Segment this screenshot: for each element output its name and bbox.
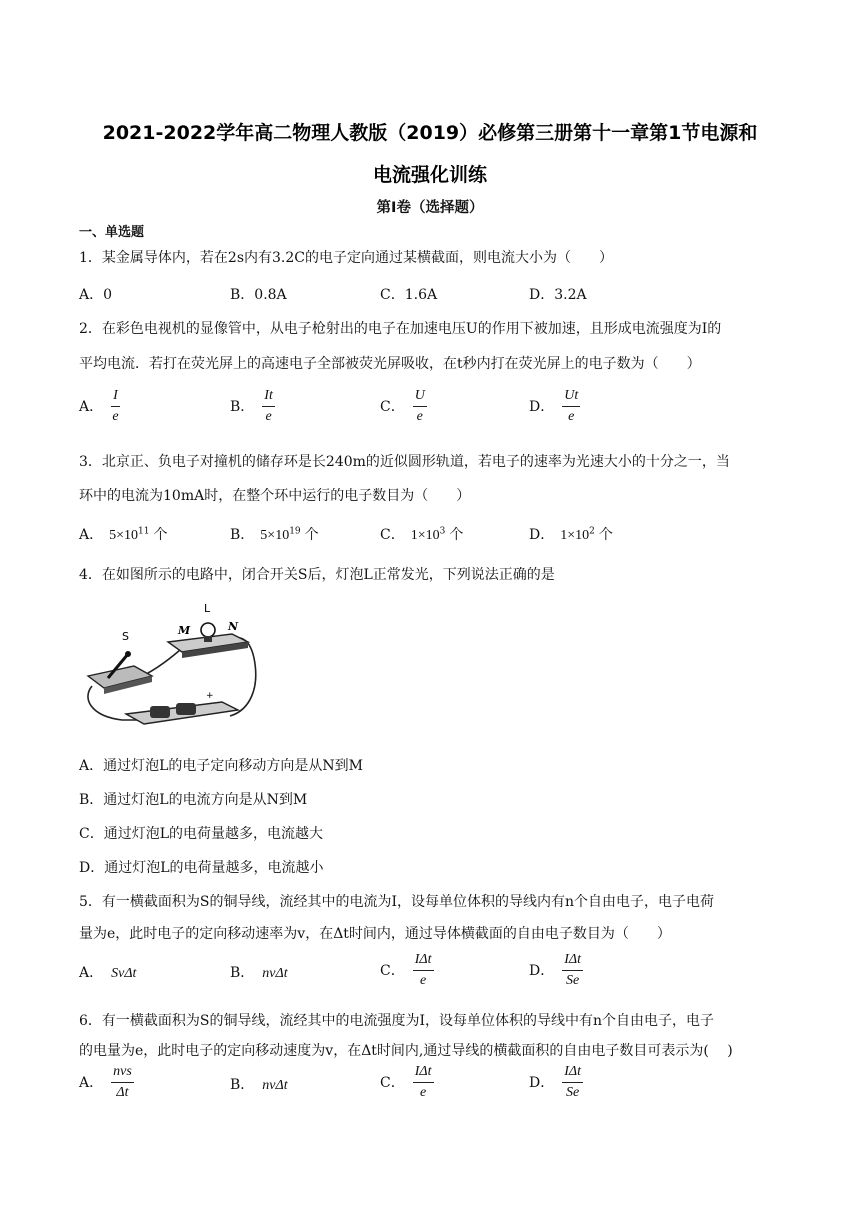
document-title-line-1: 2021-2022学年高二物理人教版（2019）必修第三册第十一章第1节电源和 [102, 122, 758, 144]
denominator: e [265, 409, 272, 424]
switch-s [88, 630, 152, 694]
question-6-option-b [230, 1074, 288, 1094]
question-6-option-d [529, 1064, 583, 1101]
unit: 个 [153, 527, 168, 543]
scientific-notation: 5×10 [109, 528, 139, 543]
document-title-line-2: 电流强化训练 [372, 164, 487, 186]
fraction [111, 388, 120, 425]
question-2-option-b [230, 388, 275, 425]
fraction [413, 388, 427, 425]
question-5-stem-line-2: 量为e，此时电子的定向移动速率为v，在Δt时间内，通过导体横截面的自由电子数目为（ ） [79, 926, 671, 942]
question-5-option-a [79, 962, 136, 982]
question-4-option-b: B．通过灯泡L的电流方向是从N到M [79, 792, 308, 808]
battery-board [126, 691, 238, 724]
question-3-stem-line-2: 环中的电流为10mA时，在整个环中运行的电子数目为（ ） [79, 488, 471, 504]
question-6-stem-line-2: 的电量为e，此时电子的定向移动速度为v，在Δt时间内,通过导线的横截面积的自由电子数目可表示为( ) [79, 1043, 733, 1059]
switch-label: S [122, 630, 129, 643]
option-label: A． [79, 527, 104, 543]
numerator: I [111, 388, 120, 407]
denominator: e [416, 409, 423, 424]
fraction [562, 1064, 583, 1101]
option-label: D． [529, 1074, 555, 1091]
numerator: U [413, 388, 427, 407]
question-6-option-a [79, 1064, 134, 1101]
numerator: IΔt [562, 1064, 583, 1083]
question-1-option-b: B．0.8A [230, 287, 287, 303]
option-label: B． [230, 527, 255, 543]
unit: 个 [598, 527, 613, 543]
bulb-icon [201, 623, 215, 637]
numerator: IΔt [562, 952, 583, 971]
denominator: Se [566, 1085, 580, 1100]
numerator: IΔt [413, 1064, 434, 1083]
option-label: D． [529, 962, 555, 979]
lamp-board [168, 602, 248, 658]
question-3-option-a [79, 524, 167, 544]
denominator: e [112, 409, 119, 424]
question-3-option-d [529, 524, 613, 544]
option-label: C． [380, 1074, 405, 1091]
volume-heading: 第Ⅰ卷（选择题） [376, 200, 484, 216]
denominator: e [568, 409, 575, 424]
question-5-stem-line-1: 5．有一横截面积为S的铜导线，流经其中的电流为I，设每单位体积的导线内有n个自由电子，电子电荷 [79, 894, 715, 910]
numerator: Ut [562, 388, 580, 407]
question-2-option-a [79, 388, 120, 425]
question-1-option-c: C．1.6A [380, 287, 438, 303]
denominator: Δt [116, 1085, 129, 1100]
expression: SvΔt [111, 966, 137, 981]
question-4-option-c: C．通过灯泡L的电荷量越多，电流越大 [79, 826, 324, 842]
denominator: e [420, 973, 427, 988]
unit: 个 [304, 527, 319, 543]
exponent: 19 [289, 526, 301, 537]
option-label: A． [79, 1074, 104, 1091]
option-label: D． [529, 398, 555, 415]
question-3-option-c [380, 524, 463, 544]
expression: nvΔt [262, 966, 288, 981]
question-2-option-c [380, 388, 427, 425]
unit: 个 [449, 527, 464, 543]
scientific-notation: 5×10 [260, 528, 290, 543]
scientific-notation: 1×10 [410, 528, 440, 543]
lamp-label: L [204, 602, 211, 615]
option-label: B． [230, 1077, 255, 1093]
question-4-option-a: A．通过灯泡L的电子定向移动方向是从N到M [79, 758, 363, 774]
circuit-figure [82, 598, 262, 728]
question-4-stem: 4．在如图所示的电路中，闭合开关S后，灯泡L正常发光，下列说法正确的是 [79, 567, 555, 583]
question-6-option-c [380, 1064, 434, 1101]
fraction [262, 388, 275, 425]
scientific-notation: 1×10 [560, 528, 590, 543]
option-label: A． [79, 965, 104, 981]
fraction [562, 388, 580, 425]
question-5-option-c [380, 952, 434, 989]
question-3-option-b [230, 524, 319, 544]
question-6-stem-line-1: 6．有一横截面积为S的铜导线，流经其中的电流强度为I，设每单位体积的导线中有n个自由电子，电子 [79, 1013, 715, 1029]
question-2-stem-line-1: 2．在彩色电视机的显像管中，从电子枪射出的电子在加速电压U的作用下被加速，且形成电流强度为I的 [79, 321, 722, 337]
option-label: B． [230, 965, 255, 981]
expression: nvΔt [262, 1078, 288, 1093]
question-2-option-d [529, 388, 580, 425]
option-label: A． [79, 398, 104, 415]
option-label: C． [380, 527, 405, 543]
numerator: IΔt [413, 952, 434, 971]
option-label: C． [380, 962, 405, 979]
question-5-option-d [529, 952, 583, 989]
question-1-option-d: D．3.2A [529, 287, 587, 303]
question-3-stem-line-1: 3．北京正、负电子对撞机的储存环是长240m的近似圆形轨道，若电子的速率为光速大小的十分之一，当 [79, 454, 730, 470]
numerator: It [262, 388, 275, 407]
denominator: e [420, 1085, 427, 1100]
option-label: D． [529, 527, 555, 543]
terminal-n-label: N [228, 620, 239, 633]
fraction [413, 952, 434, 989]
question-1-stem: 1．某金属导体内，若在2s内有3.2C的电子定向通过某横截面，则电流大小为（ ） [79, 250, 613, 266]
question-4-option-d: D．通过灯泡L的电荷量越多，电流越小 [79, 860, 324, 876]
question-5-option-b [230, 962, 288, 982]
numerator: nvs [111, 1064, 134, 1083]
fraction [562, 952, 583, 989]
denominator: Se [566, 973, 580, 988]
exponent: 2 [589, 526, 595, 537]
battery-plus-label: + [206, 691, 214, 701]
exponent: 3 [439, 526, 446, 537]
fraction [111, 1064, 134, 1101]
terminal-m-label: M [178, 624, 191, 637]
question-1-option-a: A．0 [79, 287, 113, 303]
exponent: 11 [138, 526, 150, 537]
section-heading: 一、单选题 [79, 225, 145, 240]
fraction [413, 1064, 434, 1101]
option-label: C． [380, 398, 405, 415]
question-2-stem-line-2: 平均电流．若打在荧光屏上的高速电子全部被荧光屏吸收，在t秒内打在荧光屏上的电子数为（ ） [79, 356, 701, 372]
option-label: B． [230, 398, 255, 415]
